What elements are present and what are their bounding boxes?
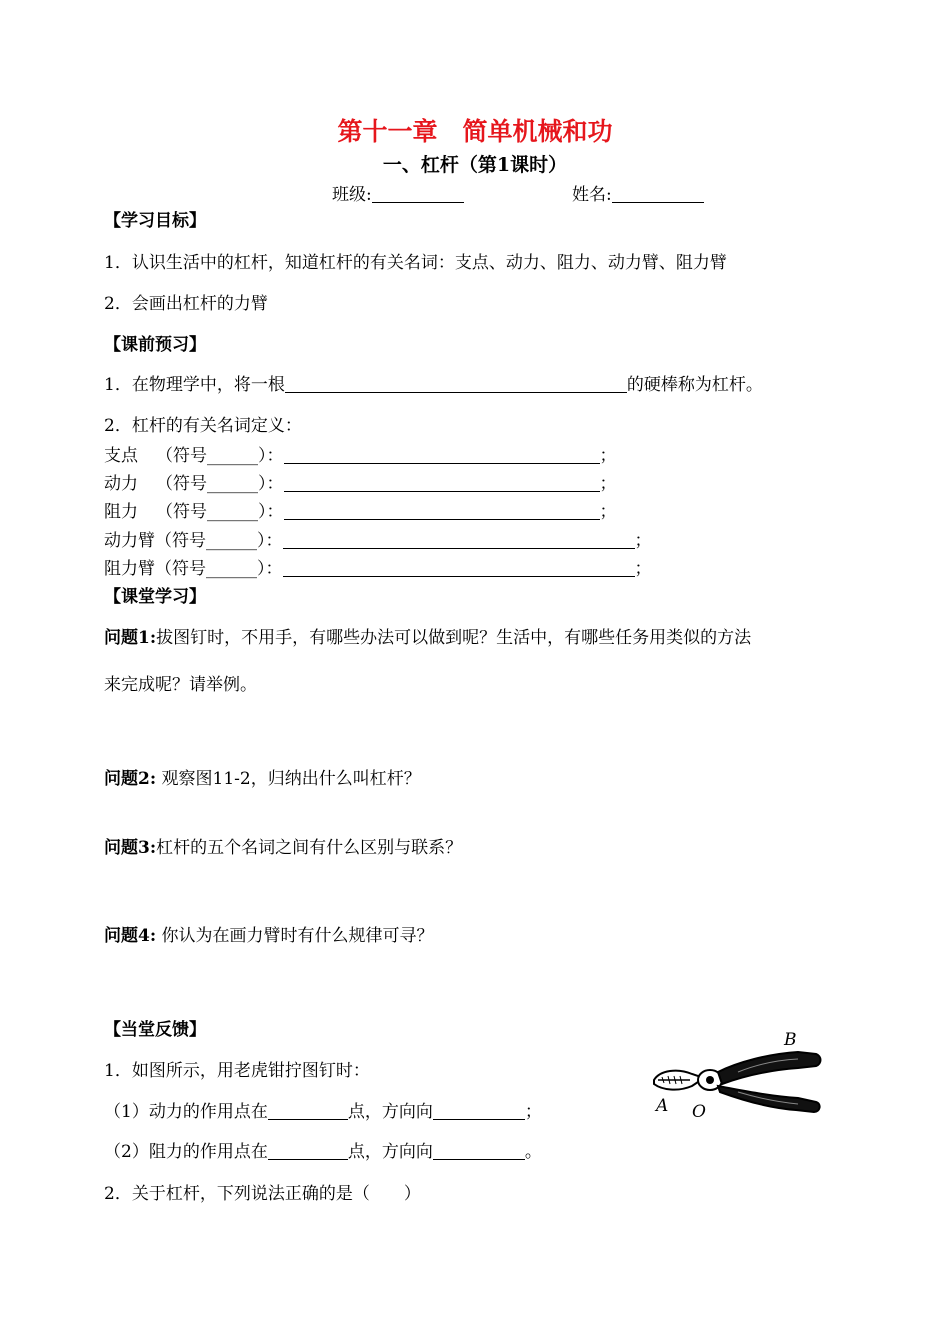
- feedback-q1: 1．如图所示，用老虎钳拧图钉时：: [104, 1061, 370, 1081]
- feedback-q1-2-a: （2）阻力的作用点在: [104, 1142, 268, 1162]
- name-label: 姓名:: [572, 185, 612, 205]
- name-field: [572, 180, 704, 205]
- load-direction-blank[interactable]: [433, 1142, 525, 1160]
- term-blank[interactable]: [283, 559, 635, 577]
- term-symbol: （符号______）：: [156, 446, 284, 466]
- effort-direction-blank[interactable]: [433, 1102, 525, 1120]
- goals-heading: 【学习目标】: [104, 211, 206, 231]
- feedback-q1-1: [104, 1097, 542, 1122]
- term-name: 动力: [104, 474, 138, 494]
- term-blank[interactable]: [283, 531, 635, 549]
- feedback-q1-1-b: 点，方向向: [347, 1102, 433, 1122]
- preview-heading: 【课前预习】: [104, 335, 206, 355]
- term-name: 阻力臂: [104, 559, 155, 579]
- figure-label-a: A: [656, 1096, 669, 1116]
- preview-q2: 2．杠杆的有关名词定义：: [104, 416, 302, 436]
- goal-item-1: 1．认识生活中的杠杆，知道杠杆的有关名词：支点、动力、阻力、动力臂、阻力臂: [104, 253, 727, 273]
- question-3-text: 杠杆的五个名词之间有什么区别与联系？: [156, 838, 463, 858]
- term-row-load-arm: [104, 554, 652, 579]
- term-blank[interactable]: [284, 446, 600, 464]
- question-4-label: 问题4:: [104, 926, 157, 946]
- term-row-fulcrum: [104, 441, 617, 466]
- question-1-text: 拔图钉时，不用手，有哪些办法可以做到呢？生活中，有哪些任务用类似的方法: [156, 628, 752, 648]
- preview-q1-before: 1．在物理学中，将一根: [104, 375, 285, 395]
- term-name: 支点: [104, 446, 138, 466]
- term-blank[interactable]: [284, 474, 600, 492]
- chapter-title: 第十一章 简单机械和功: [337, 117, 613, 146]
- load-point-blank[interactable]: [268, 1142, 348, 1160]
- term-symbol: （符号______）：: [155, 559, 283, 579]
- feedback-q1-1-a: （1）动力的作用点在: [104, 1102, 268, 1122]
- feedback-q1-2-c: 。: [524, 1142, 542, 1162]
- term-end: ；: [599, 474, 617, 494]
- preview-q1: [104, 370, 763, 395]
- term-end: ；: [599, 446, 617, 466]
- class-label: 班级:: [332, 185, 372, 205]
- term-end: ；: [634, 531, 652, 551]
- question-4: [104, 921, 434, 946]
- term-name: 动力臂: [104, 531, 155, 551]
- preview-q1-after: 的硬棒称为杠杆。: [626, 375, 763, 395]
- question-3-label: 问题3:: [104, 838, 157, 858]
- effort-point-blank[interactable]: [268, 1102, 348, 1120]
- term-symbol: （符号______）：: [156, 502, 284, 522]
- feedback-heading: 【当堂反馈】: [104, 1020, 206, 1040]
- question-4-text: 你认为在画力臂时有什么规律可寻？: [161, 926, 434, 946]
- feedback-q1-1-c: ；: [524, 1102, 542, 1122]
- question-1-label: 问题1:: [104, 628, 157, 648]
- figure-label-b: B: [784, 1030, 797, 1050]
- question-2-text: 观察图11-2，归纳出什么叫杠杆？: [161, 769, 421, 789]
- question-1-line-2: 来完成呢？请举例。: [104, 675, 257, 695]
- classroom-heading: 【课堂学习】: [104, 587, 206, 607]
- question-2: [104, 764, 421, 789]
- class-field: [332, 180, 464, 205]
- class-blank[interactable]: [372, 185, 464, 203]
- question-3: [104, 833, 462, 858]
- term-name: 阻力: [104, 502, 138, 522]
- name-blank[interactable]: [612, 185, 704, 203]
- pliers-figure: [648, 1028, 828, 1128]
- feedback-q1-2: [104, 1137, 542, 1162]
- term-row-load: [104, 497, 617, 522]
- figure-label-o: O: [692, 1102, 706, 1122]
- question-2-label: 问题2:: [104, 769, 157, 789]
- feedback-q2: 2．关于杠杆，下列说法正确的是（ ）: [104, 1184, 421, 1204]
- term-symbol: （符号______）：: [156, 474, 284, 494]
- feedback-q1-2-b: 点，方向向: [347, 1142, 433, 1162]
- term-blank[interactable]: [284, 502, 600, 520]
- term-end: ；: [599, 502, 617, 522]
- term-end: ；: [634, 559, 652, 579]
- question-1: [104, 623, 751, 648]
- preview-q1-blank[interactable]: [285, 375, 627, 393]
- lesson-subtitle: 一、杠杆（第1课时）: [382, 154, 568, 176]
- term-symbol: （符号______）：: [155, 531, 283, 551]
- term-row-effort: [104, 469, 617, 494]
- goal-item-2: 2．会画出杠杆的力臂: [104, 294, 268, 314]
- term-row-effort-arm: [104, 526, 652, 551]
